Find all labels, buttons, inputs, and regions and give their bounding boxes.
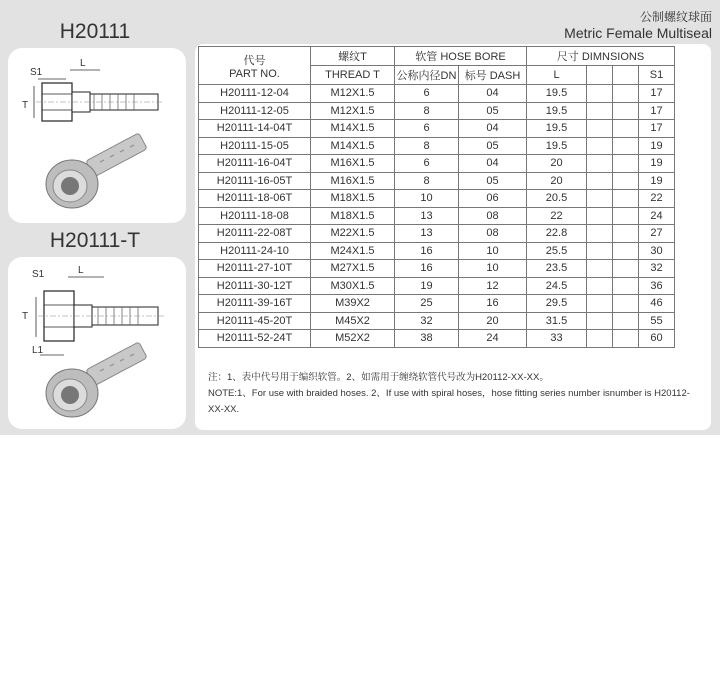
- cell-l: 20: [527, 172, 587, 190]
- col-header-part: [199, 47, 311, 85]
- cell-blank: [613, 312, 639, 330]
- cell-blank: [613, 120, 639, 138]
- cell-l: 22.8: [527, 225, 587, 243]
- cell-dash: 04: [459, 85, 527, 103]
- cell-blank: [587, 137, 613, 155]
- col-header-dn: 公称内径DN: [395, 66, 459, 85]
- cell-s1: 46: [639, 295, 675, 313]
- header-title-cn: 公制螺纹球面: [639, 10, 712, 24]
- cell-s1: 19: [639, 137, 675, 155]
- col-header-blank: [587, 66, 613, 85]
- cell-part-no: H20111-24-10: [199, 242, 311, 260]
- table-row: [199, 120, 675, 138]
- cell-part-no: H20111-18-06T: [199, 190, 311, 208]
- cell-part-no: H20111-52-24T: [199, 330, 311, 348]
- table-row: [199, 155, 675, 173]
- cell-s1: 55: [639, 312, 675, 330]
- cell-blank: [613, 172, 639, 190]
- cell-s1: 27: [639, 225, 675, 243]
- drawing-label-t: T: [22, 100, 29, 111]
- cell-l: 31.5: [527, 312, 587, 330]
- cell-blank: [587, 277, 613, 295]
- cell-blank: [587, 172, 613, 190]
- note-en: NOTE:1、For use with braided hoses. 2、If use with spiral hoses，hose fitting series number isnumber is H20112-XX-XX.: [208, 388, 690, 415]
- header-title-en: Metric Female Multiseal: [564, 25, 712, 41]
- cell-s1: 24: [639, 207, 675, 225]
- cell-thread: M18X1.5: [311, 190, 395, 208]
- cell-dn: 25: [395, 295, 459, 313]
- cell-thread: M52X2: [311, 330, 395, 348]
- cell-part-no: H20111-30-12T: [199, 277, 311, 295]
- cell-dash: 20: [459, 312, 527, 330]
- cell-blank: [587, 190, 613, 208]
- cell-thread: M22X1.5: [311, 225, 395, 243]
- cell-part-no: H20111-16-05T: [199, 172, 311, 190]
- cell-thread: M18X1.5: [311, 207, 395, 225]
- cell-part-no: H20111-27-10T: [199, 260, 311, 278]
- cell-blank: [613, 102, 639, 120]
- table-row: [199, 85, 675, 103]
- cell-dash: 05: [459, 137, 527, 155]
- cell-l: 19.5: [527, 120, 587, 138]
- cell-part-no: H20111-15-05: [199, 137, 311, 155]
- cell-l: 23.5: [527, 260, 587, 278]
- cell-s1: 19: [639, 172, 675, 190]
- cell-s1: 17: [639, 85, 675, 103]
- cell-l: 25.5: [527, 242, 587, 260]
- cell-s1: 36: [639, 277, 675, 295]
- cell-s1: 17: [639, 102, 675, 120]
- cell-part-no: H20111-12-04: [199, 85, 311, 103]
- cell-blank: [587, 207, 613, 225]
- drawing-label-l1: L1: [32, 345, 44, 356]
- cell-l: 29.5: [527, 295, 587, 313]
- cell-s1: 30: [639, 242, 675, 260]
- col-header-blank: [613, 66, 639, 85]
- model-title-h20111-t: H20111-T: [49, 229, 141, 252]
- cell-dash: 10: [459, 260, 527, 278]
- fitting-photo: [46, 133, 147, 208]
- cell-dash: 10: [459, 242, 527, 260]
- col-header-l: L: [527, 66, 587, 85]
- table-row: [199, 172, 675, 190]
- cell-thread: M30X1.5: [311, 277, 395, 295]
- cell-dash: 08: [459, 207, 527, 225]
- cell-l: 22: [527, 207, 587, 225]
- cell-l: 19.5: [527, 137, 587, 155]
- fitting-drawing-h20111: [8, 48, 186, 223]
- cell-dash: 16: [459, 295, 527, 313]
- cell-blank: [613, 260, 639, 278]
- cell-blank: [587, 120, 613, 138]
- drawing-label-l: L: [78, 265, 84, 276]
- page-header: [564, 10, 712, 42]
- cell-dash: 12: [459, 277, 527, 295]
- cell-dn: 8: [395, 172, 459, 190]
- cell-blank: [587, 225, 613, 243]
- table-row: [199, 190, 675, 208]
- cell-dash: 04: [459, 155, 527, 173]
- cell-blank: [613, 155, 639, 173]
- cell-dn: 8: [395, 102, 459, 120]
- col-header-part-en: PART NO.: [229, 67, 280, 80]
- cell-dn: 13: [395, 207, 459, 225]
- col-header-part-cn: 代号: [243, 54, 266, 67]
- col-header-dash: 标号 DASH: [459, 66, 527, 85]
- table-row: [199, 277, 675, 295]
- cell-thread: M12X1.5: [311, 85, 395, 103]
- cell-blank: [613, 242, 639, 260]
- fitting-photo: [46, 342, 147, 417]
- notes: [208, 370, 698, 418]
- cell-s1: 60: [639, 330, 675, 348]
- drawing-label-s1: S1: [32, 269, 45, 280]
- product-panel-h20111: [8, 48, 186, 223]
- table-row: [199, 312, 675, 330]
- specs-table: [198, 46, 675, 348]
- table-row: [199, 137, 675, 155]
- cell-dash: 08: [459, 225, 527, 243]
- cell-dash: 05: [459, 172, 527, 190]
- cell-blank: [587, 85, 613, 103]
- cell-dn: 6: [395, 85, 459, 103]
- cell-blank: [613, 225, 639, 243]
- cell-thread: M14X1.5: [311, 137, 395, 155]
- cell-dn: 6: [395, 120, 459, 138]
- cell-part-no: H20111-12-05: [199, 102, 311, 120]
- cell-l: 33: [527, 330, 587, 348]
- cell-blank: [613, 137, 639, 155]
- cell-blank: [613, 85, 639, 103]
- cell-dn: 16: [395, 242, 459, 260]
- cell-thread: M39X2: [311, 295, 395, 313]
- cell-dn: 10: [395, 190, 459, 208]
- col-header-dims: 尺寸 DIMNSIONS: [527, 47, 675, 66]
- cell-s1: 32: [639, 260, 675, 278]
- cell-s1: 17: [639, 120, 675, 138]
- cell-l: 24.5: [527, 277, 587, 295]
- col-header-s1: S1: [639, 66, 675, 85]
- drawing-label-l: L: [80, 58, 86, 69]
- cell-thread: M45X2: [311, 312, 395, 330]
- cell-part-no: H20111-14-04T: [199, 120, 311, 138]
- cell-dn: 16: [395, 260, 459, 278]
- model-title-h20111: H20111: [59, 20, 131, 43]
- cell-dn: 13: [395, 225, 459, 243]
- fitting-technical-drawing: [34, 83, 164, 121]
- cell-thread: M27X1.5: [311, 260, 395, 278]
- cell-thread: M16X1.5: [311, 172, 395, 190]
- col-header-thread-cn: 螺纹T: [311, 47, 395, 66]
- cell-blank: [587, 242, 613, 260]
- col-header-bore: 软管 HOSE BORE: [395, 47, 527, 66]
- cell-part-no: H20111-18-08: [199, 207, 311, 225]
- cell-thread: M16X1.5: [311, 155, 395, 173]
- cell-blank: [613, 277, 639, 295]
- cell-blank: [613, 295, 639, 313]
- cell-thread: M14X1.5: [311, 120, 395, 138]
- cell-blank: [613, 330, 639, 348]
- cell-l: 19.5: [527, 85, 587, 103]
- cell-s1: 22: [639, 190, 675, 208]
- cell-s1: 19: [639, 155, 675, 173]
- table-row: [199, 295, 675, 313]
- cell-blank: [587, 260, 613, 278]
- cell-part-no: H20111-16-04T: [199, 155, 311, 173]
- cell-part-no: H20111-45-20T: [199, 312, 311, 330]
- drawing-label-s1: S1: [30, 67, 43, 78]
- cell-thread: M12X1.5: [311, 102, 395, 120]
- cell-blank: [613, 207, 639, 225]
- cell-blank: [587, 312, 613, 330]
- table-row: [199, 260, 675, 278]
- table-row: [199, 207, 675, 225]
- cell-dn: 19: [395, 277, 459, 295]
- note-cn: 注：1、表中代号用于编织软管。2、如需用于缠绕软管代号改为H20112-XX-XX。: [208, 372, 549, 383]
- cell-blank: [587, 102, 613, 120]
- cell-dn: 6: [395, 155, 459, 173]
- col-header-thread-en: THREAD T: [311, 66, 395, 85]
- drawing-label-t: T: [22, 311, 29, 322]
- cell-l: 20: [527, 155, 587, 173]
- cell-l: 20.5: [527, 190, 587, 208]
- cell-l: 19.5: [527, 102, 587, 120]
- table-row: [199, 102, 675, 120]
- cell-blank: [587, 330, 613, 348]
- cell-dash: 24: [459, 330, 527, 348]
- cell-blank: [587, 295, 613, 313]
- cell-blank: [613, 190, 639, 208]
- cell-dn: 32: [395, 312, 459, 330]
- table-row: [199, 330, 675, 348]
- cell-dn: 38: [395, 330, 459, 348]
- cell-blank: [587, 155, 613, 173]
- cell-part-no: H20111-22-08T: [199, 225, 311, 243]
- cell-part-no: H20111-39-16T: [199, 295, 311, 313]
- cell-dash: 04: [459, 120, 527, 138]
- fitting-technical-drawing: [36, 291, 164, 341]
- cell-dash: 05: [459, 102, 527, 120]
- table-row: [199, 242, 675, 260]
- cell-dn: 8: [395, 137, 459, 155]
- product-panel-h20111-t: [8, 257, 186, 429]
- cell-dash: 06: [459, 190, 527, 208]
- fitting-drawing-h20111-t: [8, 257, 186, 429]
- cell-thread: M24X1.5: [311, 242, 395, 260]
- table-body: [199, 85, 675, 348]
- table-row: [199, 225, 675, 243]
